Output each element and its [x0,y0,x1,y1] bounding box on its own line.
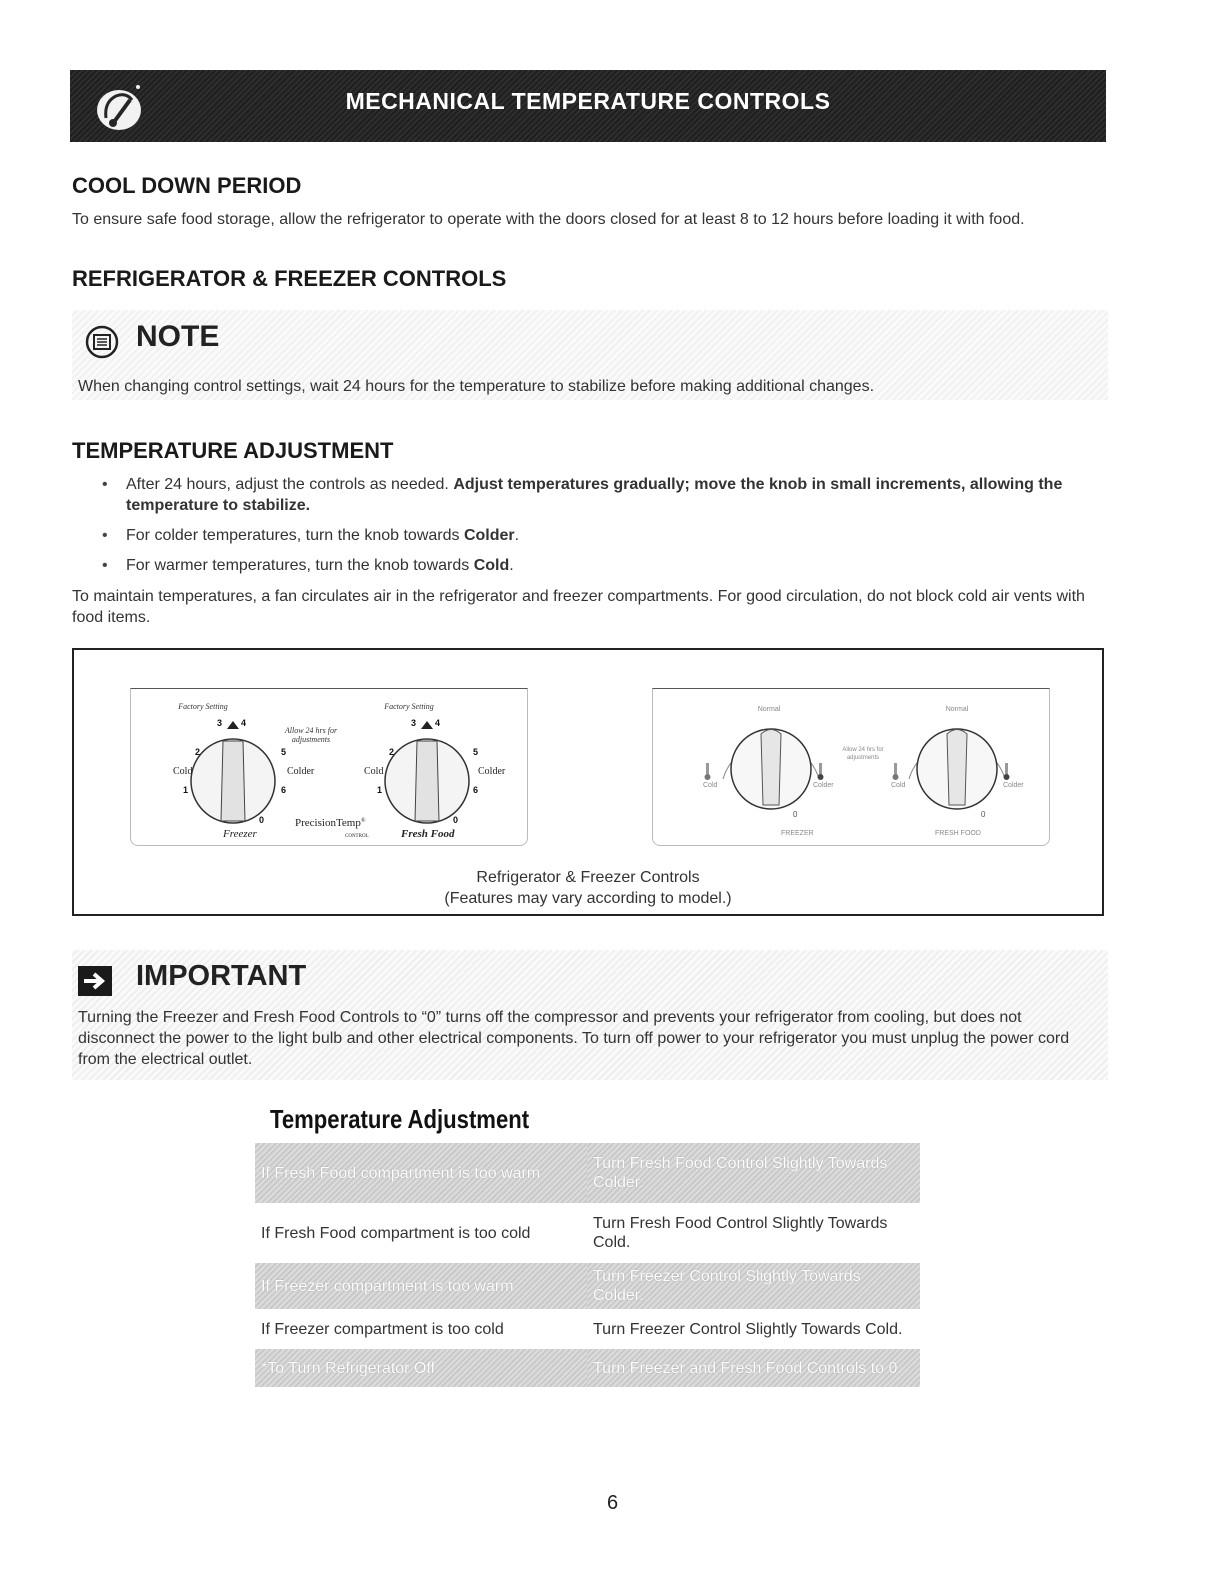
factory-setting-label: Factory Setting [178,702,228,711]
dial-number: 0 [453,815,459,825]
cool-down-heading: COOL DOWN PERIOD [72,173,302,198]
control-sub-label: CONTROL [345,834,369,839]
fresh-food-label: FRESH FOOD [935,830,981,837]
thermometer-icon [1004,763,1010,780]
arrow-right-icon [78,964,112,998]
dial-number: 6 [473,785,479,795]
cool-down-text: To ensure safe food storage, allow the refrigerator to operate with the doors closed for at least 8 to 12 hours before loading it with food. [72,211,1025,228]
cold-label: Cold [891,782,906,789]
table-row [255,1309,920,1349]
action-cell: Turn Freezer and Fresh Food Controls to 0. [587,1349,920,1387]
condition-cell: If Fresh Food compartment is too warm [255,1143,587,1203]
important-text: Turning the Freezer and Fresh Food Controls to “0” turns off the compressor and prevents your refrigerator from cooling, but does not disconnect the power to the light bulb and other electrical components. To turn off power to your refrigerator you must unplug the power cord from the electrical outlet. [78,1009,1070,1068]
freezer-label: FREEZER [781,830,814,837]
bullet-text: For warmer temperatures, turn the knob towards [126,557,474,574]
condition-cell: If Freezer compartment is too warm [255,1263,587,1309]
colder-label: Colder [478,766,506,777]
banner-title: MECHANICAL TEMPERATURE CONTROLS [345,88,831,114]
freezer-dial[interactable] [191,721,275,823]
thermometer-icon [705,763,711,780]
fresh-food-label: Fresh Food [401,828,455,840]
bullet-bold-text: Adjust temperatures gradually; move the knob in small increments, allowing the temperature to stabilize. [126,476,1063,514]
thermometer-icon [893,763,899,780]
adjustments-label: adjustments [846,755,880,761]
freezer-dial[interactable] [731,729,811,809]
fresh-food-dial[interactable] [917,729,997,809]
dial-number: 0 [259,815,265,825]
note-box [72,310,1108,400]
condition-cell: If Freezer compartment is too cold [261,1320,504,1338]
dial-number: 4 [241,718,247,728]
page-number: 6 [606,1492,619,1514]
bullet-bold-text: Colder [463,527,515,544]
precisiontemp-dials-svg [131,689,529,847]
action-cell: Turn Fresh Food Control Slightly Towards Colder. [587,1143,920,1203]
colder-label: Colder [287,766,315,777]
colder-label: Colder [813,782,834,789]
table-row [255,1203,920,1263]
normal-dials-svg [653,689,1051,847]
precisiontemp-panel [130,688,528,846]
thermometer-icon [818,763,824,780]
note-text: When changing control settings, wait 24 hours for the temperature to stabilize before making additional changes. [78,378,875,395]
allow-24hrs-label: Allow 24 hrs for [284,726,338,735]
colder-label: Colder [1003,782,1024,789]
condition-cell: If Fresh Food compartment is too cold [261,1224,531,1242]
dial-number: 5 [281,747,287,757]
adjustment-table-title: Temperature Adjustment [270,1104,530,1134]
dial-number: 1 [377,785,383,795]
dial-number: 3 [411,718,417,728]
dial-number: 2 [389,747,395,757]
note-icon [84,324,120,360]
section-banner [70,70,1106,142]
normal-label: Normal [757,706,781,713]
dial-number: 6 [281,785,287,795]
cold-label: Cold [173,766,193,777]
factory-setting-label: Factory Setting [384,702,434,711]
bullet-text: For colder temperatures, turn the knob towards [126,527,464,544]
temperature-adjustment-heading: TEMPERATURE ADJUSTMENT [72,438,394,463]
bullet-period: . [514,527,520,544]
action-cell: Turn Freezer Control Slightly Towards Colder. [587,1263,920,1309]
action-cell: Turn Freezer Control Slightly Towards Cold. [593,1320,903,1338]
dial-number: 4 [435,718,441,728]
cold-label: Cold [364,766,384,777]
cold-label: Cold [703,782,718,789]
bullet-bold-text: Cold [473,557,510,574]
table-row [255,1263,920,1309]
important-box [72,950,1108,1080]
dial-number: 3 [217,718,223,728]
condition-cell: *To Turn Refrigerator Off [255,1349,587,1387]
freezer-label: Freezer [223,828,257,840]
note-title: NOTE [136,320,220,353]
adjustments-label: adjustments [291,735,331,744]
normal-controls-panel [652,688,1050,846]
dial-number: 5 [473,747,479,757]
figure-caption-line1: Refrigerator & Freezer Controls [476,869,700,886]
fan-paragraph: To maintain temperatures, a fan circulates air in the refrigerator and freezer compartments. For good circulation, do not block cold air vents with food items. [72,588,1085,626]
bullet-item [100,525,1080,546]
adjustment-table [255,1143,920,1387]
normal-label: Normal [945,706,969,713]
controls-heading: REFRIGERATOR & FREEZER CONTROLS [72,266,507,291]
table-row [255,1349,920,1387]
table-row [255,1143,920,1203]
controls-figure [72,648,1104,916]
dial-number: 2 [195,747,201,757]
zero-label: 0 [793,810,798,819]
figure-caption-line2: (Features may vary according to model.) [444,890,732,907]
bullet-period: . [509,557,514,574]
bullet-item [100,555,1080,576]
adjustment-bullets [100,474,1080,585]
bullet-text: After 24 hours, adjust the controls as needed. [126,476,454,493]
fresh-food-dial[interactable] [385,721,469,823]
bullet-item [100,474,1080,516]
important-title: IMPORTANT [136,960,307,992]
allow-24hrs-label: Allow 24 hrs for [842,747,884,753]
precisiontemp-brand: PrecisionTemp® [295,817,366,829]
action-cell: Turn Fresh Food Control Slightly Towards Cold. [593,1215,888,1251]
dial-number: 1 [183,785,189,795]
zero-label: 0 [981,810,986,819]
